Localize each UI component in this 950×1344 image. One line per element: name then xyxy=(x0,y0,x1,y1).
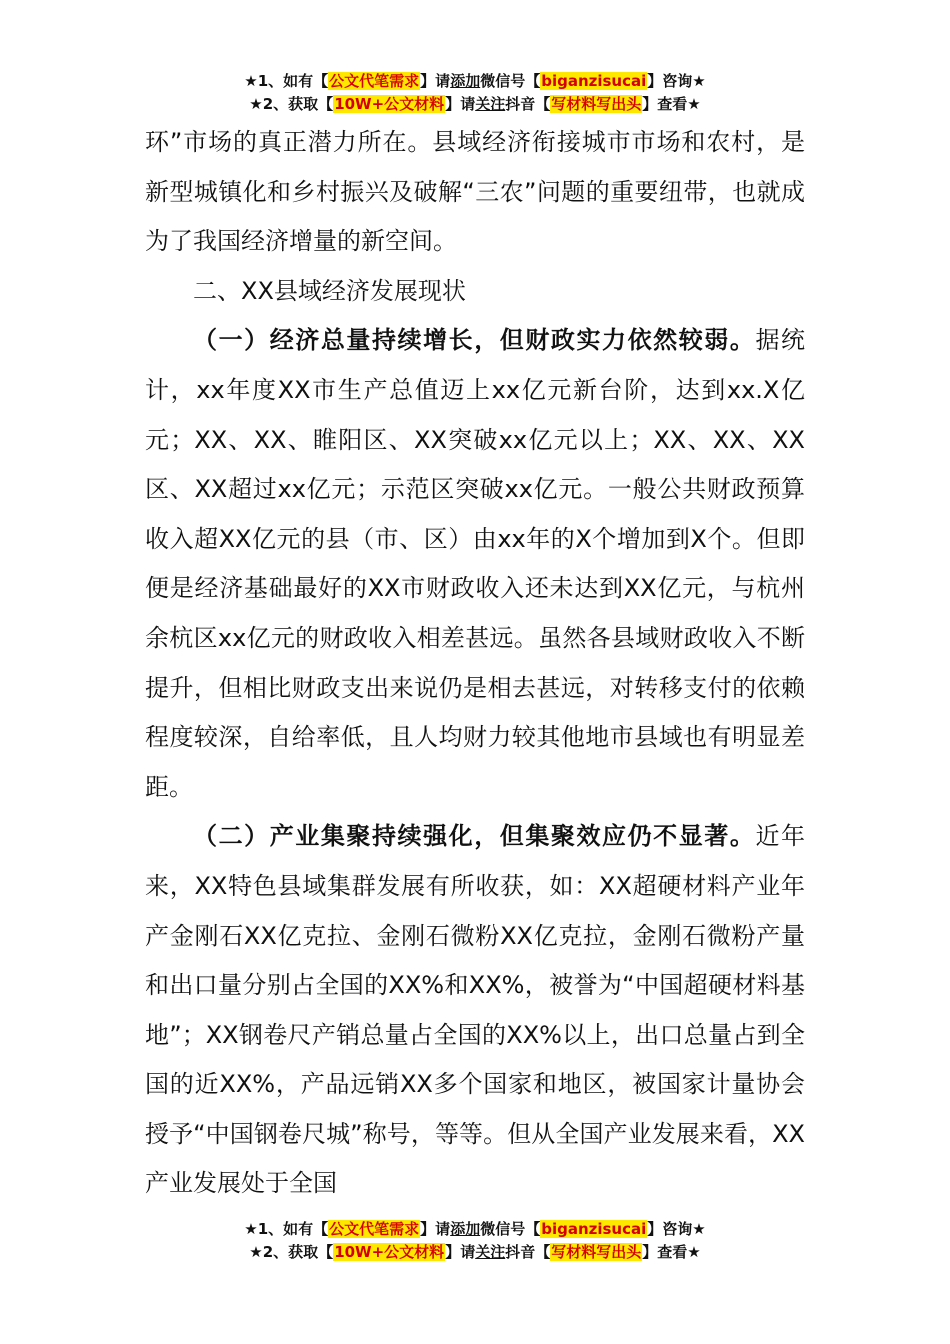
banner-text: 抖音【 xyxy=(505,95,551,113)
header-banner xyxy=(0,70,950,116)
highlight-materials: 10W+公文材料 xyxy=(334,1243,445,1261)
highlight-douyin-account: 写材料写出头 xyxy=(551,95,642,113)
banner-text: 】查看★ xyxy=(642,95,701,113)
highlight-douyin-account: 写材料写出头 xyxy=(551,1243,642,1261)
banner-text: 微信号【 xyxy=(480,1220,541,1238)
highlight-wechat-id: biganzisucai xyxy=(541,1220,647,1238)
highlight-materials: 10W+公文材料 xyxy=(334,95,445,113)
banner-text: 】咨询★ xyxy=(647,1220,706,1238)
paragraph-continuation: 环”市场的真正潜力所在。县域经济衔接城市市场和农村，是新型城镇化和乡村振兴及破解“三农”问题的重要纽带，也就成为了我国经济增量的新空间。 xyxy=(145,128,805,256)
banner-text: 】请 xyxy=(445,1243,476,1261)
banner-underline-text: 关注 xyxy=(475,95,506,113)
banner-text: ★1、如有【 xyxy=(244,72,329,90)
paragraph-lead: （二）产业集聚持续强化，但集聚效应仍不显著。 xyxy=(193,822,756,851)
highlight-wechat-id: biganzisucai xyxy=(541,72,647,90)
banner-text: 】请 xyxy=(420,1220,451,1238)
banner-line-1 xyxy=(0,1218,950,1241)
banner-line-2 xyxy=(0,1241,950,1264)
banner-text: 抖音【 xyxy=(505,1243,551,1261)
banner-text: ★2、获取【 xyxy=(249,95,334,113)
section-heading: 二、XX县域经济发展现状 xyxy=(193,276,466,305)
paragraph-lead: （一）经济总量持续增长，但财政实力依然较弱。 xyxy=(193,326,756,355)
banner-text: 】咨询★ xyxy=(647,72,706,90)
banner-text: ★1、如有【 xyxy=(244,1220,329,1238)
banner-line-1 xyxy=(0,70,950,93)
banner-underline-text: 关注 xyxy=(475,1243,506,1261)
banner-text: 】查看★ xyxy=(642,1243,701,1261)
banner-underline-text: 添加 xyxy=(450,1220,481,1238)
highlight-service: 公文代笔需求 xyxy=(329,1220,420,1238)
banner-text: ★2、获取【 xyxy=(249,1243,334,1261)
paragraph-industry xyxy=(145,812,805,1209)
paragraph-text: 近年来，XX特色县域集群发展有所收获，如：XX超硬材料产业年产金刚石XX亿克拉、金刚石微粉XX亿克拉，金刚石微粉产量和出口量分别占全国的XX%和XX%，被誉为“中国超硬材料基地”；XX钢卷尺产销总量占全国的XX%以上，出口总量占到全国的近XX%，产品远销XX多个国家和地区，被国家计量协会授予“中国钢卷尺城”称号，等等。但从全国产业发展来看，XX产业发展处于全国 xyxy=(145,822,806,1198)
banner-line-2 xyxy=(0,93,950,116)
banner-text: 微信号【 xyxy=(480,72,541,90)
highlight-service: 公文代笔需求 xyxy=(329,72,420,90)
document-body xyxy=(145,118,805,1209)
paragraph-text: 据统计，xx年度XX市生产总值迈上xx亿元新台阶，达到xx.X亿元；XX、XX、睢阳区、XX突破xx亿元以上；XX、XX、XX区、XX超过xx亿元；示范区突破xx亿元。一般公共财政预算收入超XX亿元的县（市、区）由xx年的X个增加到X个。但即便是经济基础最好的XX市财政收入还未达到XX亿元，与杭州余杭区xx亿元的财政收入相差甚远。虽然各县域财政收入不断提升，但相比财政支出来说仍是相去甚远，对转移支付的依赖程度较深，自给率低，且人均财力较其他地市县域也有明显差距。 xyxy=(145,326,806,801)
footer-banner xyxy=(0,1218,950,1264)
banner-text: 】请 xyxy=(420,72,451,90)
banner-text: 】请 xyxy=(445,95,476,113)
paragraph-economy xyxy=(145,316,805,812)
banner-underline-text: 添加 xyxy=(450,72,481,90)
